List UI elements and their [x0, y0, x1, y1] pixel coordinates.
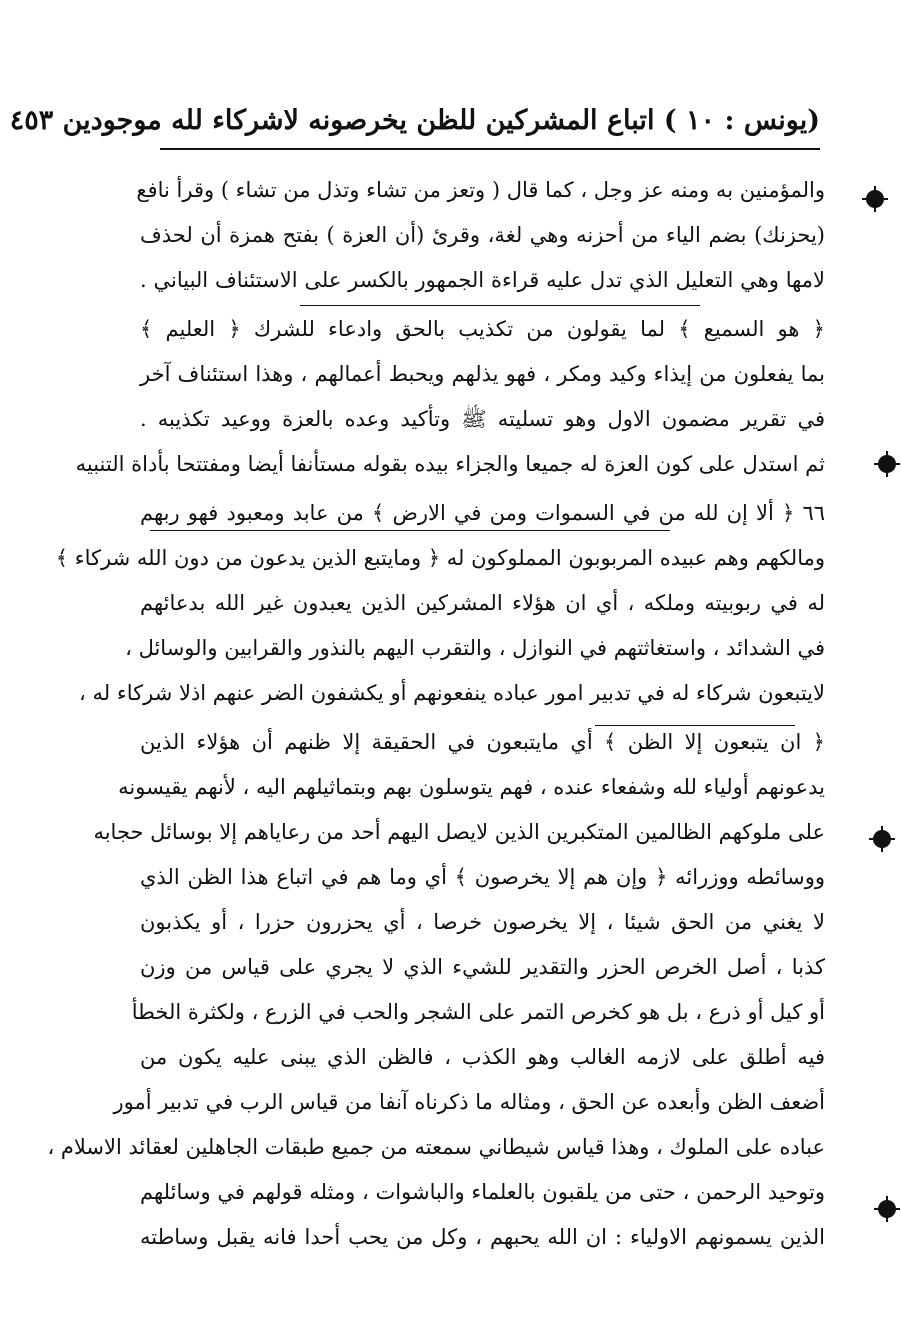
text-line: على ملوكهم الظالمين المتكبرين الذين لايصل اليهم أحد من رعاياهم إلا بوسائل حجابه — [93, 820, 825, 844]
text-line: أضعف الظن وأبعده عن الحق ، ومثاله ما ذكرناه آنفا من قياس الرب في تدبير أمور — [113, 1090, 825, 1114]
text-line: الذين يسمونهم الاولياء : ان الله يحبهم ، وكل من يحب أحدا فانه يقبل وساطته — [140, 1225, 825, 1249]
page-header: (يونس : ١٠ ) اتباع المشركين للظن يخرصونه لاشركاء لله موجودين ٤٥٣ — [9, 105, 820, 136]
text-line: ووسائطه ووزرائه ﴿ وإن هم إلا يخرصون ﴾ أي وما هم في اتباع هذا الظن الذي — [140, 865, 825, 889]
text-line: (يحزنك) بضم الياء من أحزنه وهي لغة، وقرئ (أن العزة ) بفتح همزة أن لحذف — [140, 223, 825, 247]
text-line: عباده على الملوك ، وهذا قياس شيطاني سمعته من جميع طبقات الجاهلين لعقائد الاسلام ، — [47, 1135, 825, 1159]
text-line: كذبا ، أصل الخرص الحزر والتقدير للشيء الذي لا يجري على قياس من وزن — [140, 955, 825, 979]
text-line: في الشدائد ، واستغاثتهم في النوازل ، والتقرب اليهم بالنذور والقرابين والوسائل ، — [125, 636, 825, 660]
binding-hole-mark — [873, 830, 891, 848]
text-line: ثم استدل على كون العزة له جميعا والجزاء بيده بقوله مستأنفا أيضا ومفتتحا بأداة التنبيه — [75, 452, 825, 476]
binding-hole-mark — [878, 1200, 896, 1218]
underline-mark — [595, 725, 795, 726]
text-line: ومالكهم وهم عبيده المربوبون المملوكون له ﴿ ومايتبع الذين يدعون من دون الله شركاء ﴾ — [55, 546, 825, 570]
text-line: ٦٦ ﴿ ألا إن لله من في السموات ومن في الارض ﴾ من عابد ومعبود فهو ربهم — [140, 501, 825, 525]
binding-hole-mark — [878, 455, 896, 473]
text-line: له في ربوبيته وملكه ، أي ان هؤلاء المشركين الذين يعبدون غير الله بدعائهم — [140, 591, 825, 615]
underline-mark — [300, 305, 700, 306]
underline-mark — [150, 530, 670, 531]
binding-hole-mark — [866, 190, 884, 208]
text-line: بما يفعلون من إيذاء وكيد ومكر ، فهو يذلهم ويحبط أعمالهم ، وهذا استئناف آخر — [140, 362, 825, 386]
text-line: يدعونهم أولياء لله وشفعاء عنده ، فهم يتوسلون بهم وبتماثيلهم اليه ، لأنهم يقيسونه — [118, 775, 825, 799]
text-line: ﴿ ان يتبعون إلا الظن ﴾ أي مايتبعون في الحقيقة إلا ظنهم أن هؤلاء الذين — [140, 730, 825, 754]
text-line: لا يغني من الحق شيئا ، إلا يخرصون خرصا ، أي يحزرون حزرا ، أو يكذبون — [140, 910, 825, 934]
text-line: أو كيل أو ذرع ، بل هو كخرص التمر على الشجر والحب في الزرع ، ولكثرة الخطأ — [131, 1000, 825, 1024]
text-line: وتوحيد الرحمن ، حتى من يلقبون بالعلماء والباشوات ، ومثله قولهم في وسائلهم — [140, 1180, 825, 1204]
text-line: فيه أطلق على لازمه الغالب وهو الكذب ، فالظن الذي يبنى عليه يكون من — [140, 1045, 825, 1069]
text-line: في تقرير مضمون الاول وهو تسليته ﷺ وتأكيد وعده بالعزة ووعيد تكذيبه . — [140, 407, 825, 431]
text-line: والمؤمنين به ومنه عز وجل ، كما قال ( وتعز من تشاء وتذل من تشاء ) وقرأ نافع — [136, 178, 825, 202]
body-text — [47, 168, 825, 1260]
text-line: لامها وهي التعليل الذي تدل عليه قراءة الجمهور بالكسر على الاستئناف البياني . — [140, 268, 825, 292]
text-line: لايتبعون شركاء له في تدبير امور عباده ينفعونهم أو يكشفون الضر عنهم اذلا شركاء له ، — [79, 681, 825, 705]
header-rule — [160, 148, 820, 150]
text-line: ﴿ هو السميع ﴾ لما يقولون من تكذيب بالحق وادعاء للشرك ﴿ العليم ﴾ — [140, 317, 825, 341]
